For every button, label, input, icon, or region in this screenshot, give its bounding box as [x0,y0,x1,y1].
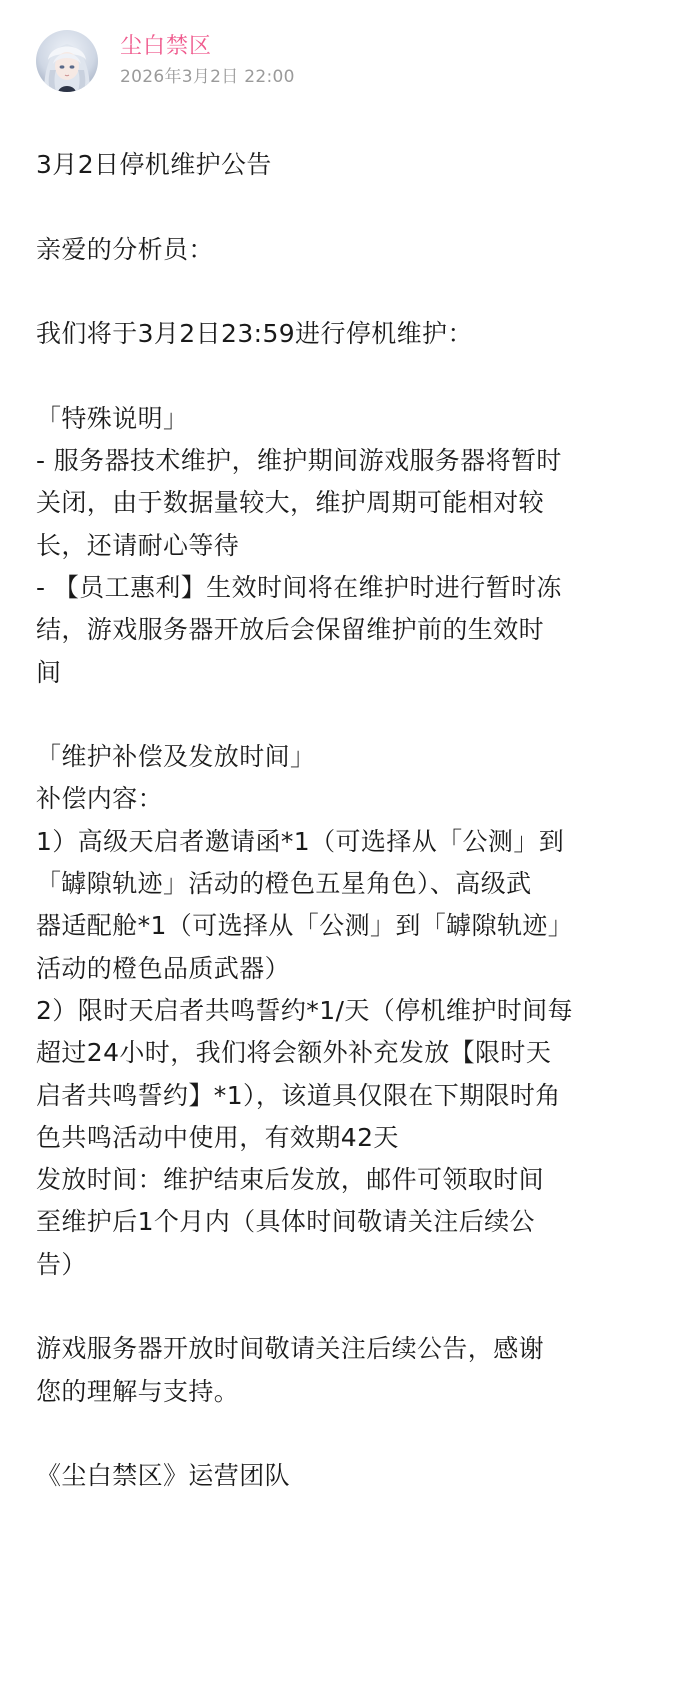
post-body [36,144,640,1498]
post-text-line: 发放时间：维护结束后发放，邮件可领取时间 [36,1165,545,1195]
post-text-line: 至维护后1个月内（具体时间敬请关注后续公 [36,1207,535,1237]
post-text-line: 我们将于3月2日23:59进行停机维护： [36,319,473,349]
author-avatar[interactable] [36,30,98,92]
post-text-line: 补偿内容： [36,784,164,814]
post-text-line: 「维护补偿及发放时间」 [36,742,316,772]
post-text-line: 活动的橙色品质武器） [36,953,291,983]
author-name[interactable]: 尘白禁区 [120,34,213,59]
blank-line [36,355,640,397]
blank-line [36,1413,640,1455]
post-text-line: 超过24小时，我们将会额外补充发放【限时天 [36,1038,552,1068]
post-text-line: 长，还请耐心等待 [36,530,240,560]
blank-line [36,186,640,228]
post-text-line: 关闭，由于数据量较大，维护周期可能相对较 [36,488,545,518]
post-text-line: 结，游戏服务器开放后会保留维护前的生效时 [36,615,545,645]
avatar-portrait-icon [36,30,98,92]
post-text-line: 1）高级天启者邀请函*1（可选择从「公测」到 [36,826,565,856]
post-header [36,28,295,94]
post-text-line: 「罅隙轨迹」活动的橙色五星角色）、高级武 [36,869,532,899]
post-text-line: 「特殊说明」 [36,403,189,433]
post-text-line: 器适配舱*1（可选择从「公测」到「罅隙轨迹」 [36,911,574,941]
blank-line [36,271,640,313]
post-text-line: - 【员工惠利】生效时间将在维护时进行暂时冻 [36,572,562,602]
post-text-line: 游戏服务器开放时间敬请关注后续公告，感谢 [36,1334,545,1364]
post-text-line: 《尘白禁区》运营团队 [36,1461,291,1491]
post-text-line: 您的理解与支持。 [36,1376,240,1406]
blank-line [36,1286,640,1328]
post-text-line: 启者共鸣誓约】*1），该道具仅限在下期限时角 [36,1080,561,1110]
blank-line [36,694,640,736]
post-text-line: - 服务器技术维护，维护期间游戏服务器将暂时 [36,446,562,476]
post-text-line: 色共鸣活动中使用，有效期42天 [36,1122,399,1152]
post-timestamp: 2026年3月2日 22:00 [120,67,295,87]
post-text-line: 告） [36,1249,87,1279]
author-block [120,33,295,89]
post-text-line: 3月2日停机维护公告 [36,150,272,179]
post-text-line: 亲爱的分析员： [36,234,214,264]
post-text-line: 2）限时天启者共鸣誓约*1/天（停机维护时间每 [36,995,573,1025]
post-text-line: 间 [36,657,62,687]
